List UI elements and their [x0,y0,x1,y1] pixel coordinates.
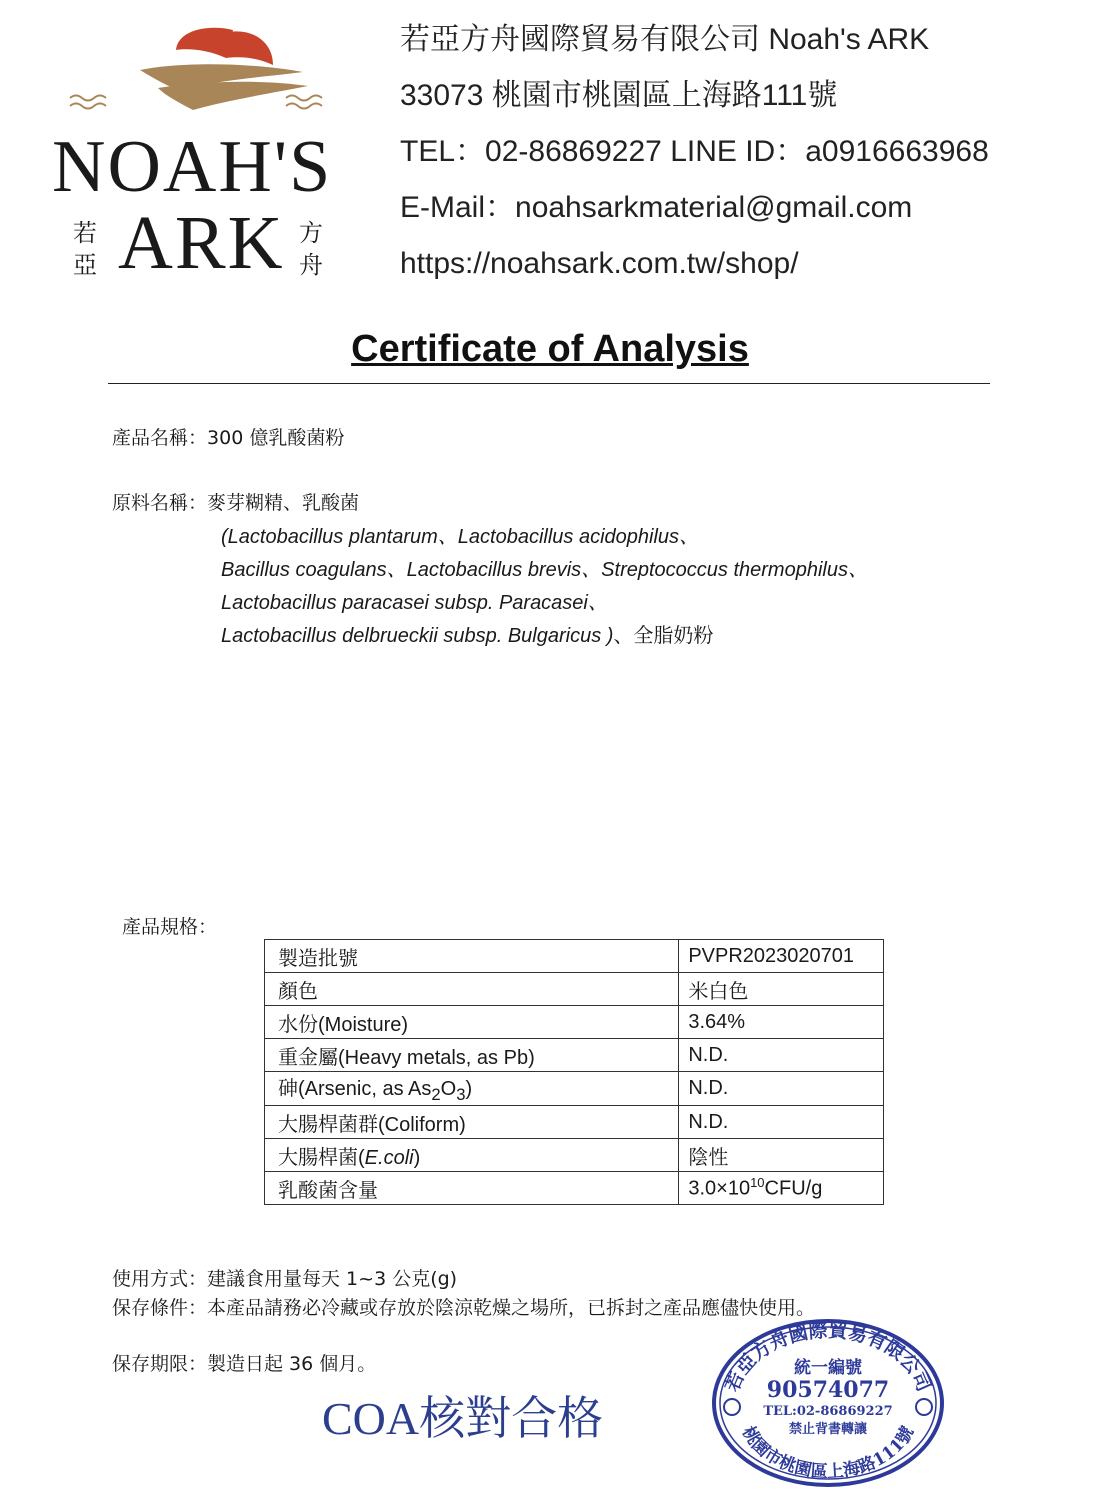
spec-item: 顏色 [265,973,679,1006]
company-email: E-Mail：noahsarkmaterial@gmail.com [400,191,913,224]
spec-value: 陰性 [679,1139,884,1172]
company-name: 若亞方舟國際貿易有限公司 Noah's ARK [400,23,930,56]
product-name-label: 產品名稱： [112,427,208,449]
storage-value: 本產品請務必冷藏或存放於陰涼乾燥之場所，已拆封之產品應儘快使用。 [207,1297,816,1319]
shelf-life-row [112,1349,376,1376]
spec-item-part: ) [465,1078,473,1100]
usage-row [112,1264,457,1291]
spec-item-ecoli [265,1139,679,1172]
spec-value: PVPR2023020701 [679,940,884,973]
seal-outer-ring [714,1321,942,1485]
seal-flower-left-icon [724,1399,740,1415]
logo-cjk-left-top: 若 [73,219,97,247]
ingredients-line: Bacillus coagulans、Lactobacillus brevis、Streptococcus thermophilus、 [221,559,868,581]
company-address: 33073 桃園市桃園區上海路111號 [400,79,838,112]
subscript: 2 [431,1085,441,1104]
ingredients-line: Lactobacillus delbrueckii subsp. Bulgaricus ) [221,625,614,647]
ingredients-main: 麥芽糊精、乳酸菌 [207,492,360,514]
usage-label: 使用方式： [112,1268,208,1290]
seal-line-4: 禁止背書轉讓 [788,1422,868,1437]
table-row [265,1139,884,1172]
shelf-life-value: 製造日起 36 個月。 [207,1353,377,1375]
spec-item-part: ) [413,1146,421,1169]
seal-ring-text: 若亞方舟國際貿易有限公司 [721,1319,935,1395]
storage-label: 保存條件： [112,1297,208,1319]
table-row [265,973,884,1006]
spec-value-lactic [679,1172,884,1205]
company-phone: TEL：02-86869227 LINE ID：a0916663968 [400,135,989,168]
spec-item: 製造批號 [265,940,679,973]
logo-cjk-right-top: 方 [299,219,323,247]
product-name-row [112,423,344,450]
logo-cjk-left-bottom: 亞 [73,251,97,279]
logo-wave-right-1 [286,96,322,101]
product-name-value: 300 億乳酸菌粉 [207,427,345,449]
table-row [265,1172,884,1205]
spec-value: N.D. [679,1072,884,1106]
spec-item-part: 大腸桿菌( [278,1146,365,1169]
logo-cjk-right-bottom: 舟 [299,251,323,279]
spec-value: N.D. [679,1039,884,1072]
seal-line-2: 90574077 [766,1377,890,1403]
document-title: Certificate of Analysis [351,328,749,370]
ingredients-tail: 、全脂奶粉 [613,623,714,647]
spec-label: 產品規格： [122,916,218,938]
usage-value: 建議食用量每天 1~3 公克(g) [207,1268,458,1290]
ingredients-line: (Lactobacillus plantarum、Lactobacillus acidophilus、 [221,526,700,548]
ingredients-label: 原料名稱： [112,492,208,514]
coa-approval-stamp-text: COA核對合格 [322,1393,604,1444]
spec-item-part: 砷(Arsenic, as As [278,1078,432,1100]
shelf-life-label: 保存期限： [112,1353,208,1375]
title-divider [108,383,990,384]
logo-hull-2 [158,82,308,110]
table-row [265,1039,884,1072]
spec-value: N.D. [679,1106,884,1139]
logo-wordmark-ark: ARK [118,201,285,285]
logo-wave-right-2 [286,104,322,109]
seal-bottom-text: 桃園市桃園區上海路111號 [737,1423,919,1483]
seal-line-1: 統一編號 [794,1358,862,1378]
value-base: 3.0×10 [688,1177,751,1200]
seal-flower-right-icon [916,1399,932,1415]
logo-sail-front [226,31,273,65]
table-row [265,1072,884,1106]
spec-item: 乳酸菌含量 [265,1172,679,1205]
company-website: https://noahsark.com.tw/shop/ [400,247,799,280]
subscript: 3 [456,1085,466,1104]
ingredients-line: Lactobacillus paracasei subsp. Paracasei、 [221,592,608,614]
spec-value: 3.64% [679,1006,884,1039]
spec-item-part: O [440,1078,457,1100]
logo-wave-left-1 [70,96,106,101]
logo-wave-left-2 [70,104,106,109]
ingredients-row [112,488,359,515]
spec-table [264,939,884,1205]
table-row [265,1106,884,1139]
ingredients-line-last [221,619,713,648]
spec-item: 大腸桿菌群(Coliform) [265,1106,679,1139]
company-logo-ship [58,10,358,120]
logo-sail-back [176,28,233,58]
value-unit: CFU/g [764,1177,823,1200]
spec-item-arsenic [265,1072,679,1106]
spec-value: 米白色 [679,973,884,1006]
value-exponent: 10 [750,1175,765,1191]
seal-line-3: TEL:02-86869227 [763,1404,893,1419]
table-row [265,940,884,973]
spec-item: 重金屬(Heavy metals, as Pb) [265,1039,679,1072]
spec-item: 水份(Moisture) [265,1006,679,1039]
company-seal-stamp [710,1315,946,1487]
spec-item-italic: E.coli [364,1146,414,1169]
table-row [265,1006,884,1039]
logo-wordmark-noahs: NOAH'S [52,126,333,208]
